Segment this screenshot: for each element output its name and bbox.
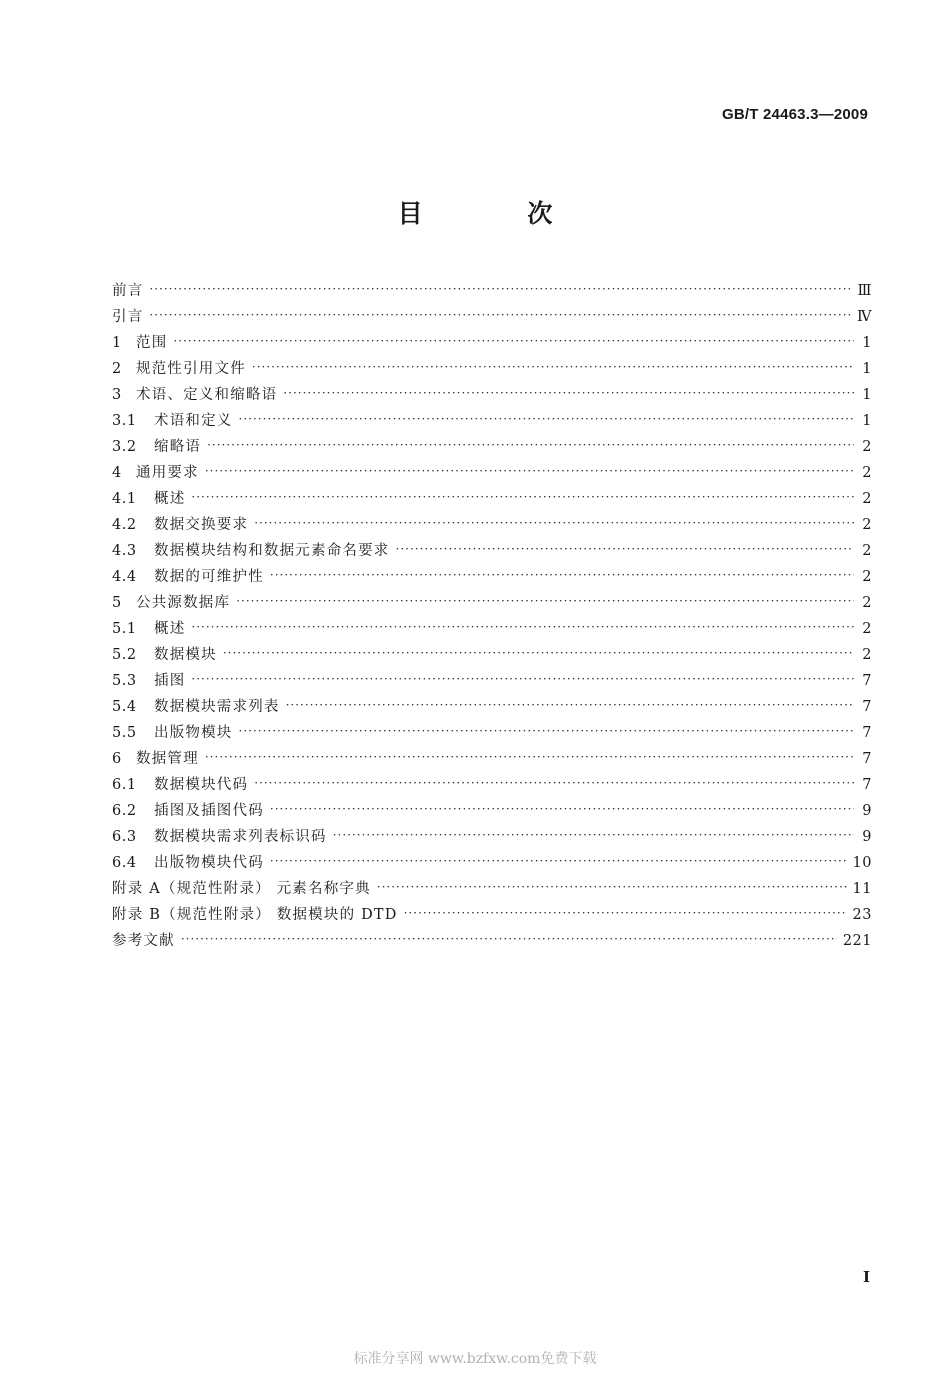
- dot-leader: [191, 484, 854, 510]
- toc-entry-page: 9: [862, 829, 872, 845]
- toc-entry-label: 数据模块需求列表: [154, 699, 280, 715]
- toc-entry[interactable]: [112, 668, 872, 694]
- dot-leader: [181, 926, 837, 952]
- page-number: I: [862, 1268, 870, 1286]
- toc-entry-number: 3.2: [112, 439, 137, 455]
- toc-entry-number: 5.1: [112, 621, 137, 637]
- toc-entry-label: 概述: [154, 621, 186, 637]
- toc-entry-label: 引言: [112, 309, 144, 325]
- toc-entry-page: 2: [862, 647, 872, 663]
- toc-entry-label: 数据模块: [154, 647, 217, 663]
- dot-leader: [223, 640, 854, 666]
- dot-leader: [149, 302, 851, 328]
- dot-leader: [270, 848, 847, 874]
- dot-leader: [252, 354, 854, 380]
- toc-entry[interactable]: [112, 876, 872, 902]
- toc-entry[interactable]: [112, 772, 872, 798]
- toc-entry[interactable]: [112, 824, 872, 850]
- toc-entry-page: 11: [852, 881, 872, 897]
- toc-entry[interactable]: [112, 590, 872, 616]
- toc-entry-label: 附录 A（规范性附录） 元素名称字典: [112, 881, 371, 897]
- toc-entry-page: Ⅲ: [857, 283, 872, 299]
- toc-entry-page: 7: [862, 699, 872, 715]
- toc-entry-page: 2: [862, 491, 872, 507]
- dot-leader: [333, 822, 854, 848]
- toc-entry-page: 2: [862, 621, 872, 637]
- toc-entry[interactable]: [112, 460, 872, 486]
- toc-entry-label: 数据的可维护性: [154, 569, 264, 585]
- toc-entry-label: 术语和定义: [154, 413, 233, 429]
- toc-entry-label: 参考文献: [112, 933, 175, 949]
- dot-leader: [270, 796, 854, 822]
- toc-entry-number: 5.4: [112, 699, 137, 715]
- toc-entry[interactable]: [112, 798, 872, 824]
- toc-entry[interactable]: [112, 434, 872, 460]
- toc-entry-page: 7: [862, 725, 872, 741]
- toc-entry[interactable]: [112, 616, 872, 642]
- watermark: 标准分享网 www.bzfxw.com免费下载: [353, 1351, 597, 1367]
- toc-entry-page: 1: [862, 387, 872, 403]
- toc-entry-number: 3.1: [112, 413, 137, 429]
- toc-entry[interactable]: [112, 642, 872, 668]
- toc-entry-page: 2: [862, 465, 872, 481]
- dot-leader: [254, 510, 854, 536]
- toc-entry-number: 2: [112, 361, 122, 377]
- toc-entry-number: 5.2: [112, 647, 137, 663]
- toc-entry[interactable]: [112, 278, 872, 304]
- toc-entry-label: 概述: [154, 491, 186, 507]
- toc-entry-page: 221: [842, 933, 872, 949]
- toc-entry-label: 数据模块代码: [154, 777, 249, 793]
- toc-entry-page: 2: [862, 517, 872, 533]
- toc-entry-page: Ⅳ: [857, 309, 872, 325]
- dot-leader: [239, 718, 855, 744]
- toc-entry-number: 4.4: [112, 569, 137, 585]
- toc-entry[interactable]: [112, 356, 872, 382]
- dot-leader: [283, 380, 854, 406]
- toc-entry-number: 4.3: [112, 543, 137, 559]
- toc-title: 目 次: [397, 199, 601, 228]
- toc-entry-page: 7: [862, 673, 872, 689]
- toc-entry[interactable]: [112, 746, 872, 772]
- toc-entry[interactable]: [112, 902, 872, 928]
- toc-entry-label: 公共源数据库: [136, 595, 231, 611]
- toc-entry-number: 4.2: [112, 517, 137, 533]
- toc-entry-label: 数据模块结构和数据元素命名要求: [154, 543, 390, 559]
- dot-leader: [205, 458, 854, 484]
- dot-leader: [377, 874, 847, 900]
- toc-entry-page: 9: [862, 803, 872, 819]
- toc-entry[interactable]: [112, 408, 872, 434]
- table-of-contents: [112, 278, 872, 954]
- dot-leader: [404, 900, 847, 926]
- toc-entry[interactable]: [112, 538, 872, 564]
- toc-entry-page: 7: [862, 751, 872, 767]
- toc-entry-label: 缩略语: [154, 439, 202, 455]
- toc-entry[interactable]: [112, 304, 872, 330]
- dot-leader: [286, 692, 854, 718]
- toc-entry-label: 插图及插图代码: [154, 803, 264, 819]
- toc-entry[interactable]: [112, 512, 872, 538]
- toc-entry-label: 前言: [112, 283, 144, 299]
- toc-entry-number: 4: [112, 465, 122, 481]
- toc-entry-number: 4.1: [112, 491, 137, 507]
- toc-entry-label: 范围: [136, 335, 168, 351]
- toc-entry-label: 通用要求: [136, 465, 199, 481]
- toc-entry-page: 1: [862, 413, 872, 429]
- toc-entry-page: 2: [862, 595, 872, 611]
- toc-entry[interactable]: [112, 382, 872, 408]
- toc-entry-number: 5: [112, 595, 122, 611]
- dot-leader: [207, 432, 854, 458]
- toc-entry-page: 1: [862, 361, 872, 377]
- dot-leader: [191, 614, 854, 640]
- toc-entry-number: 5.5: [112, 725, 137, 741]
- toc-entry-label: 附录 B（规范性附录） 数据模块的 DTD: [112, 907, 398, 923]
- toc-entry-number: 6.2: [112, 803, 137, 819]
- toc-entry[interactable]: [112, 928, 872, 954]
- toc-entry-label: 出版物模块代码: [154, 855, 264, 871]
- toc-entry-label: 出版物模块: [154, 725, 233, 741]
- toc-entry-label: 规范性引用文件: [136, 361, 246, 377]
- toc-entry-number: 6.3: [112, 829, 137, 845]
- toc-entry[interactable]: [112, 694, 872, 720]
- toc-entry-page: 2: [862, 569, 872, 585]
- dot-leader: [191, 666, 854, 692]
- dot-leader: [254, 770, 854, 796]
- toc-entry-number: 5.3: [112, 673, 137, 689]
- dot-leader: [239, 406, 855, 432]
- standard-number: GB/T 24463.3—2009: [722, 106, 868, 123]
- toc-entry[interactable]: [112, 330, 872, 356]
- toc-entry-label: 插图: [154, 673, 186, 689]
- toc-entry-number: 1: [112, 335, 122, 351]
- toc-entry-page: 2: [862, 439, 872, 455]
- dot-leader: [205, 744, 854, 770]
- toc-entry-number: 6.1: [112, 777, 137, 793]
- dot-leader: [149, 276, 851, 302]
- toc-entry-number: 6.4: [112, 855, 137, 871]
- toc-entry-number: 3: [112, 387, 122, 403]
- toc-entry-page: 23: [852, 907, 872, 923]
- toc-entry[interactable]: [112, 486, 872, 512]
- toc-entry-label: 数据模块需求列表标识码: [154, 829, 327, 845]
- dot-leader: [236, 588, 854, 614]
- toc-entry-page: 10: [852, 855, 872, 871]
- toc-entry[interactable]: [112, 850, 872, 876]
- toc-entry-label: 数据管理: [136, 751, 199, 767]
- dot-leader: [396, 536, 855, 562]
- toc-entry-label: 数据交换要求: [154, 517, 249, 533]
- dot-leader: [270, 562, 854, 588]
- toc-entry-page: 7: [862, 777, 872, 793]
- dot-leader: [173, 328, 854, 354]
- toc-entry-page: 1: [862, 335, 872, 351]
- toc-entry[interactable]: [112, 720, 872, 746]
- toc-entry[interactable]: [112, 564, 872, 590]
- toc-entry-label: 术语、定义和缩略语: [136, 387, 278, 403]
- toc-entry-page: 2: [862, 543, 872, 559]
- toc-entry-number: 6: [112, 751, 122, 767]
